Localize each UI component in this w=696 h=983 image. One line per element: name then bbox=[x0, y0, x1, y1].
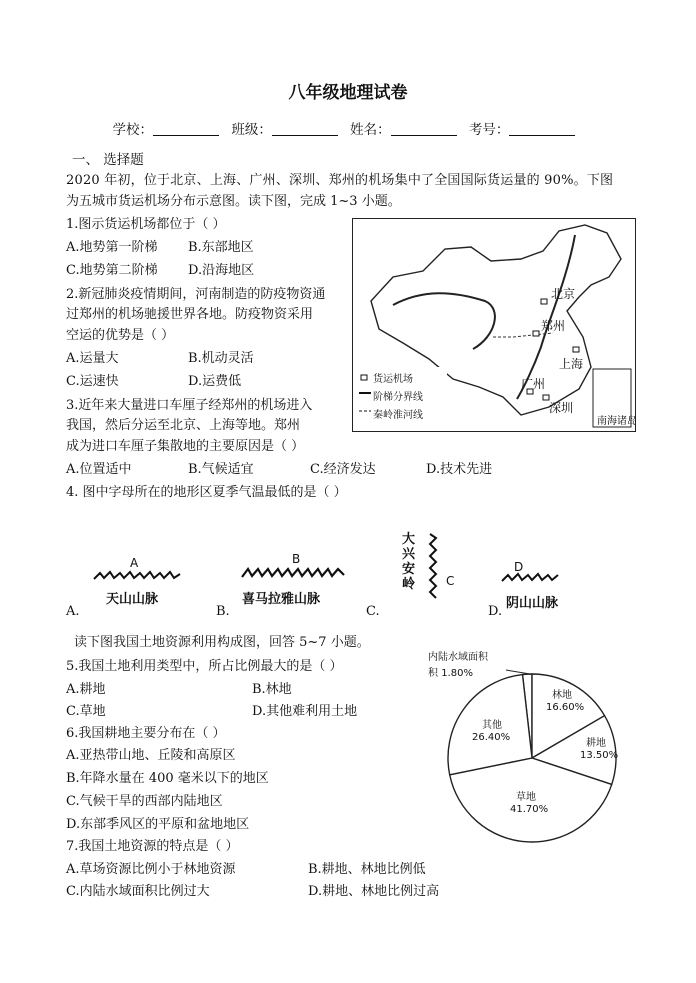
q2-option-c[interactable]: C.运速快 bbox=[66, 374, 119, 389]
slice-label-forest: 林地 bbox=[552, 690, 572, 701]
school-blank[interactable] bbox=[153, 121, 219, 136]
city-beijing: 北京 bbox=[551, 287, 576, 301]
q7-stem: 7.我国土地资源的特点是（ ） bbox=[66, 839, 239, 854]
q6-option-c[interactable]: C.气候干旱的西部内陆地区 bbox=[66, 794, 223, 809]
q3-stem-1: 3.近年来大量进口车厘子经郑州的机场进入 bbox=[66, 398, 313, 413]
airport-shanghai-icon bbox=[573, 347, 579, 352]
q4-option-d[interactable]: D. bbox=[488, 604, 503, 619]
exam-no-blank[interactable] bbox=[509, 121, 575, 136]
q4-stem: 4. 图中字母所在的地形区夏季气温最低的是（ ） bbox=[66, 485, 347, 500]
city-shenzhen: 深圳 bbox=[549, 401, 574, 415]
airport-beijing-icon bbox=[541, 299, 547, 304]
mountain-b-name: 喜马拉雅山脉 bbox=[242, 592, 321, 607]
q2-stem-1: 2.新冠肺炎疫情期间，河南制造的防疫物资通 bbox=[66, 287, 326, 302]
mountain-b-letter: B bbox=[292, 552, 301, 566]
slice-value-forest: 16.60% bbox=[546, 702, 585, 713]
water-leader-line bbox=[506, 670, 530, 674]
mountain-a-ridge-icon bbox=[92, 570, 184, 582]
q3-option-c[interactable]: C.经济发达 bbox=[310, 462, 376, 477]
mountain-d-name: 阴山山脉 bbox=[506, 596, 559, 611]
slice-value-farmland: 13.50% bbox=[580, 750, 619, 761]
slice-label-other: 其他 bbox=[482, 720, 502, 731]
slice-label-water-cont bbox=[428, 664, 473, 679]
q1-option-c[interactable]: C.地势第二阶梯 bbox=[66, 263, 158, 278]
q4-option-b[interactable]: B. bbox=[216, 604, 230, 619]
q3-option-a[interactable]: A.位置适中 bbox=[66, 462, 132, 477]
mountain-d-ridge-icon bbox=[500, 572, 562, 584]
slice-value-grassland: 41.70% bbox=[510, 804, 549, 815]
q5-option-c[interactable]: C.草地 bbox=[66, 704, 106, 719]
page-title: 八年级地理试卷 bbox=[288, 83, 408, 103]
class-blank[interactable] bbox=[272, 121, 338, 136]
q2-stem-3: 空运的优势是（ ） bbox=[66, 328, 175, 343]
q5-option-b[interactable]: B.林地 bbox=[252, 682, 292, 697]
school-label: 学校： bbox=[112, 122, 154, 138]
q7-option-c[interactable]: C.内陆水域面积比例过大 bbox=[66, 884, 210, 899]
q5-stem: 5.我国土地利用类型中，所占比例最大的是（ ） bbox=[66, 659, 343, 674]
q6-stem: 6.我国耕地主要分布在（ ） bbox=[66, 726, 226, 741]
inset-label: 南海诸岛 bbox=[597, 416, 635, 427]
name-blank[interactable] bbox=[391, 121, 457, 136]
section-heading: 一、 选择题 bbox=[72, 152, 144, 168]
q7-option-d[interactable]: D.耕地、林地比例过高 bbox=[308, 884, 440, 899]
mountain-c-name: 大兴安岭 bbox=[402, 532, 416, 592]
exam-no-label: 考号： bbox=[468, 122, 510, 138]
slice-label-water: 内陆水域面积 bbox=[428, 652, 488, 663]
airport-map bbox=[352, 218, 636, 432]
q3-stem-3: 成为进口车厘子集散地的主要原因是（ ） bbox=[66, 439, 305, 454]
city-shanghai: 上海 bbox=[559, 357, 584, 371]
mountain-a-name: 天山山脉 bbox=[106, 592, 159, 607]
city-zhengzhou: 郑州 bbox=[541, 319, 566, 333]
legend-step-line: 阶梯分界线 bbox=[373, 392, 423, 403]
mountain-a bbox=[92, 556, 192, 606]
mountain-c-ridge-icon bbox=[422, 532, 438, 604]
land-use-pie-chart bbox=[420, 640, 670, 850]
q5-option-d[interactable]: D.其他难利用土地 bbox=[252, 704, 358, 719]
q6-option-a[interactable]: A.亚热带山地、丘陵和高原区 bbox=[66, 748, 236, 763]
q1-option-b[interactable]: B.东部地区 bbox=[188, 240, 254, 255]
mountain-d-letter: D bbox=[514, 560, 524, 574]
legend-airport: 货运机场 bbox=[373, 374, 413, 385]
legend-airport-icon bbox=[361, 375, 367, 380]
water-extra-label: 积 bbox=[428, 668, 438, 679]
q6-option-d[interactable]: D.东部季风区的平原和盆地地区 bbox=[66, 817, 250, 832]
q4-option-a[interactable]: A. bbox=[66, 604, 80, 619]
mountain-c-letter: C bbox=[446, 574, 455, 588]
mountain-b bbox=[240, 552, 350, 606]
slice-value-other: 26.40% bbox=[472, 732, 511, 743]
city-guangzhou: 广州 bbox=[521, 377, 546, 391]
mountain-c bbox=[398, 532, 458, 608]
q2-stem-2: 过郑州的机场驰援世界各地。防疫物资采用 bbox=[66, 307, 314, 322]
q6-option-b[interactable]: B.年降水量在 400 毫米以下的地区 bbox=[66, 771, 269, 786]
name-label: 姓名： bbox=[350, 122, 391, 138]
q2-option-a[interactable]: A.运量大 bbox=[66, 351, 119, 366]
mountain-b-ridge-icon bbox=[240, 566, 348, 580]
mountain-d bbox=[500, 560, 580, 610]
mountain-a-letter: A bbox=[130, 556, 139, 570]
q1-option-a[interactable]: A.地势第一阶梯 bbox=[66, 240, 158, 255]
intro-line-1: 2020 年初，位于北京、上海、广州、深圳、郑州的机场集中了全国国际货运量的 90%。下图 bbox=[66, 173, 614, 188]
q2-option-d[interactable]: D.运费低 bbox=[188, 374, 242, 389]
slice-label-farmland: 耕地 bbox=[586, 738, 606, 749]
q5-option-a[interactable]: A.耕地 bbox=[66, 682, 106, 697]
q2-option-b[interactable]: B.机动灵活 bbox=[188, 351, 254, 366]
q4-option-c[interactable]: C. bbox=[366, 604, 380, 619]
intro-line-2: 为五城市货运机场分布示意图。读下图，完成 1~3 小题。 bbox=[66, 194, 401, 209]
q1-option-d[interactable]: D.沿海地区 bbox=[188, 263, 255, 278]
slice-value-water: 1.80% bbox=[441, 668, 473, 679]
header-fields bbox=[0, 118, 696, 138]
q3-option-b[interactable]: B.气候适宜 bbox=[188, 462, 254, 477]
q3-option-d[interactable]: D.技术先进 bbox=[426, 462, 493, 477]
q1-stem: 1.图示货运机场都位于（ ） bbox=[66, 217, 226, 232]
slice-label-grassland: 草地 bbox=[516, 792, 536, 803]
q7-option-a[interactable]: A.草场资源比例小于林地资源 bbox=[66, 862, 236, 877]
legend-qinling-line: 秦岭淮河线 bbox=[373, 410, 423, 421]
q7-option-b[interactable]: B.耕地、林地比例低 bbox=[308, 862, 426, 877]
q3-stem-2: 我国，然后分运至北京、上海等地。郑州 bbox=[66, 418, 301, 433]
intro2: 读下图我国土地资源利用构成图，回答 5~7 小题。 bbox=[74, 635, 370, 650]
airport-zhengzhou-icon bbox=[533, 331, 539, 336]
class-label: 班级： bbox=[231, 122, 272, 138]
